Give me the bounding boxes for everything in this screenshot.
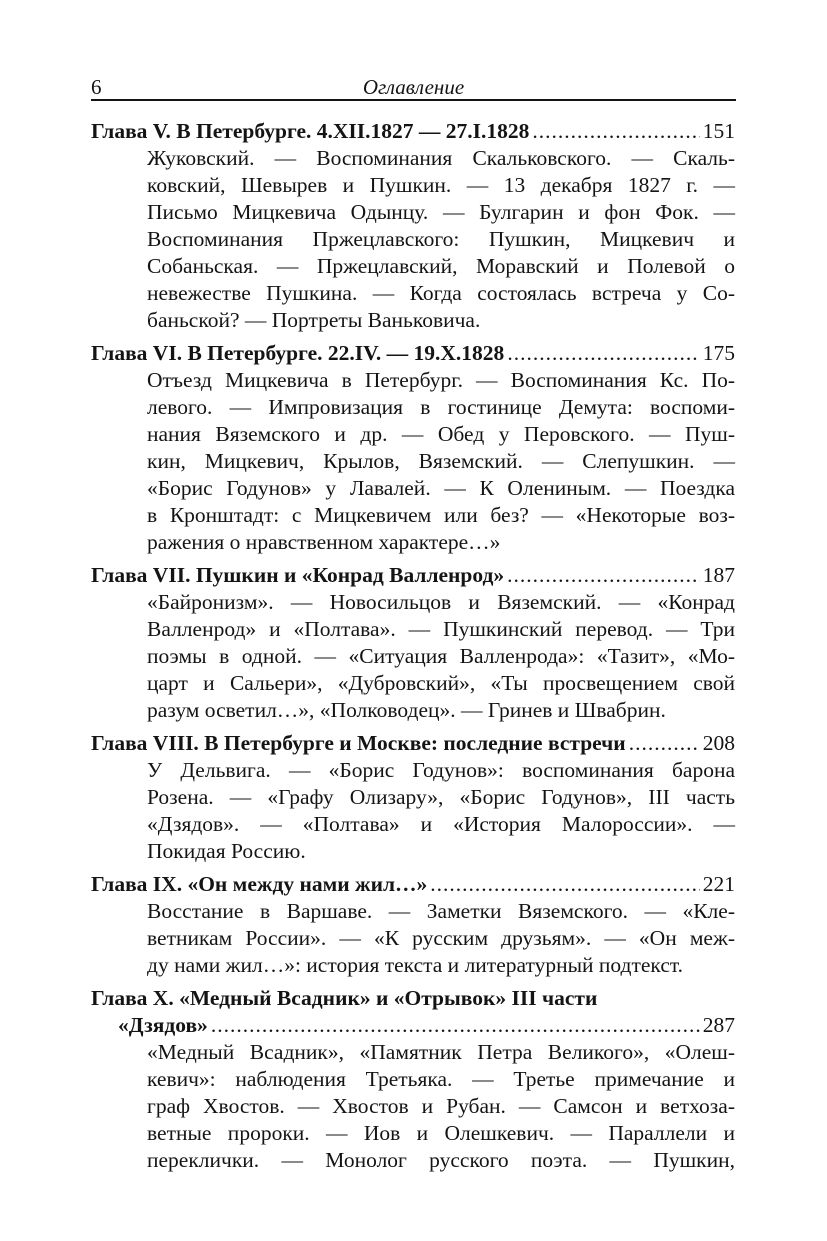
chapter-title-line (91, 985, 735, 1012)
running-title: Оглавление (362, 75, 465, 99)
page-number: 6 (91, 75, 102, 99)
leader-dots (211, 1012, 700, 1039)
description-line: ду нами жил…»: история текста и литературный подтекст. (147, 953, 684, 977)
description-line: У Дельвига. — «Борис Годунов»: воспоминания барона (147, 758, 735, 782)
chapter-title: Глава V. В Петербурге. 4.XII.1827 — 27.I.1828 (91, 119, 530, 143)
chapter-description (91, 898, 735, 979)
description-line: Восстание в Варшаве. — Заметки Вяземского. — «Кле- (147, 899, 735, 923)
chapter-title-line (91, 1012, 735, 1039)
description-line: поэмы в одной. — «Ситуация Валленрода»: «Тазит», «Мо- (147, 644, 735, 668)
chapter-title: Глава VI. В Петербурге. 22.IV. — 19.X.1828 (91, 341, 505, 365)
description-line: «Дзядов». — «Полтава» и «История Малороссии». — (147, 812, 735, 836)
running-head (91, 74, 736, 100)
description-line: ветные пророки. — Иов и Олешкевич. — Параллели и (147, 1121, 735, 1145)
toc-entry-chapter-6 (91, 340, 735, 556)
chapter-description (91, 757, 735, 865)
description-line: Покидая Россию. (147, 839, 306, 863)
leader-dots (532, 118, 699, 145)
description-line: в Кронштадт: с Мицкевичем или без? — «Некоторые воз- (147, 503, 735, 527)
description-line: «Байронизм». — Новосильцов и Вяземский. — «Конрад (147, 590, 735, 614)
chapter-page-number: 175 (702, 341, 735, 365)
chapter-title: Глава VIII. В Петербурге и Москве: последние встречи (91, 731, 626, 755)
leader-dots (507, 340, 699, 367)
leader-dots (629, 730, 700, 757)
description-line: разум осветил…», «Полководец». — Гринев и Швабрин. (147, 698, 666, 722)
description-line: кин, Мицкевич, Крылов, Вяземский. — Слепушкин. — (147, 449, 735, 473)
toc-entry-chapter-10 (91, 985, 735, 1174)
leader-dots (507, 562, 700, 589)
header-rule (91, 99, 736, 101)
chapter-title-line (91, 871, 735, 898)
description-line: ражения о нравственном характере…» (147, 530, 501, 554)
chapter-title: Глава X. «Медный Всадник» и «Отрывок» III части (91, 986, 598, 1010)
description-line: переклички. — Монолог русского поэта. — Пушкин, (147, 1148, 735, 1172)
description-line: невежестве Пушкина. — Когда состоялась встреча у Со- (147, 281, 735, 305)
chapter-page-number: 187 (702, 563, 735, 587)
description-line: «Борис Годунов» у Лавалей. — К Олениным. — Поездка (147, 476, 735, 500)
description-line: Письмо Мицкевича Одынцу. — Булгарин и фон Фок. — (147, 200, 735, 224)
description-line: Собаньская. — Пржецлавский, Моравский и Полевой о (147, 254, 735, 278)
leader-dots (430, 871, 699, 898)
chapter-description (91, 1039, 735, 1174)
description-line: Розена. — «Графу Олизару», «Борис Годунов», III часть (147, 785, 735, 809)
chapter-title-line (91, 730, 735, 757)
toc-entry-chapter-7 (91, 562, 735, 724)
description-line: «Медный Всадник», «Памятник Петра Великого», «Олеш- (147, 1040, 735, 1064)
chapter-title-continuation: «Дзядов» (118, 1013, 208, 1037)
description-line: Воспоминания Пржецлавского: Пушкин, Мицкевич и (147, 227, 735, 251)
chapter-page-number: 287 (702, 1013, 735, 1037)
chapter-title: Глава VII. Пушкин и «Конрад Валленрод» (91, 563, 505, 587)
chapter-page-number: 208 (702, 731, 735, 755)
description-line: царт и Сальери», «Дубровский», «Ты просвещением свой (147, 671, 735, 695)
description-line: ковский, Шевырев и Пушкин. — 13 декабря 1827 г. — (147, 173, 735, 197)
table-of-contents (91, 118, 735, 1180)
description-line: Жуковский. — Воспоминания Скальковского. — Скаль- (147, 146, 735, 170)
chapter-title-line (91, 118, 735, 145)
chapter-page-number: 221 (702, 872, 735, 896)
chapter-title: Глава IX. «Он между нами жил…» (91, 872, 428, 896)
description-line: Валленрод» и «Полтава». — Пушкинский перевод. — Три (147, 617, 735, 641)
description-line: баньской? — Портреты Ваньковича. (147, 308, 481, 332)
chapter-description (91, 589, 735, 724)
chapter-page-number: 151 (702, 119, 735, 143)
chapter-title-line (91, 562, 735, 589)
toc-entry-chapter-8 (91, 730, 735, 865)
chapter-description (91, 367, 735, 556)
description-line: нания Вяземского и др. — Обед у Перовского. — Пуш- (147, 422, 735, 446)
description-line: кевич»: наблюдения Третьяка. — Третье примечание и (147, 1067, 735, 1091)
description-line: Отъезд Мицкевича в Петербург. — Воспоминания Кс. По- (147, 368, 735, 392)
toc-entry-chapter-9 (91, 871, 735, 979)
chapter-description (91, 145, 735, 334)
description-line: граф Хвостов. — Хвостов и Рубан. — Самсон и ветхоза- (147, 1094, 735, 1118)
description-line: левого. — Импровизация в гостинице Демута: воспоми- (147, 395, 735, 419)
chapter-title-line (91, 340, 735, 367)
toc-entry-chapter-5 (91, 118, 735, 334)
description-line: ветникам России». — «К русским друзьям». — «Он меж- (147, 926, 735, 950)
